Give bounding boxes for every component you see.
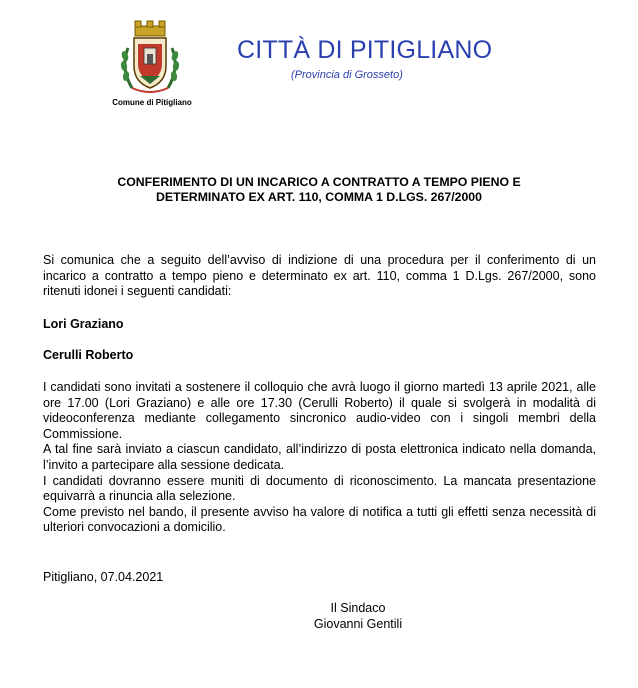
city-title: CITTÀ DI PITIGLIANO: [237, 36, 493, 64]
candidate-name: Lori Graziano: [43, 317, 124, 331]
document-heading: [40, 175, 598, 205]
signature-name: Giovanni Gentili: [313, 616, 403, 631]
place-date: Pitigliano, 07.04.2021: [43, 570, 164, 584]
signature-block: [288, 601, 428, 632]
notice-paragraph: Come previsto nel bando, il presente avviso ha valore di notifica a tutti gli effetti senza necessità di ulteriori convocazioni a domicilio.: [43, 504, 596, 535]
heading-line-1: CONFERIMENTO DI UN INCARICO A CONTRATTO A TEMPO PIENO E: [117, 175, 521, 189]
invite-paragraph: A tal fine sarà inviato a ciascun candidato, all’indirizzo di posta elettronica indicato nella domanda, l’invito a partecipare alla sessione dedicata.: [43, 442, 596, 472]
comune-label: Comune di Pitigliano: [112, 98, 192, 107]
heading-line-2: DETERMINATO EX ART. 110, COMMA 1 D.LGS. 267/2000: [156, 190, 482, 204]
main-body: [43, 380, 596, 536]
candidate-name: Cerulli Roberto: [43, 348, 134, 362]
signature-role: Il Sindaco: [330, 601, 386, 615]
interview-paragraph: I candidati sono invitati a sostenere il colloquio che avrà luogo il giorno martedì 13 aprile 2021, alle ore 17.00 (Lori Graziano) e alle ore 17.30 (Cerulli Roberto) il quale si svolgerà in modalità di videoconferenza mediante collegamento sincronico audio-video con i singoli membri della Commissione.: [43, 380, 596, 441]
intro-paragraph: Si comunica che a seguito dell’avviso di indizione di una procedura per il conferimento di un incarico a contratto a tempo pieno e determinato ex art. 110, comma 1 D.Lgs. 267/2000, sono ritenuti idonei i seguenti candidati:: [43, 253, 596, 299]
coat-of-arms-icon: [118, 18, 182, 96]
identity-paragraph: I candidati dovranno essere muniti di documento di riconoscimento. La mancata presentazione equivarrà a rinuncia alla selezione.: [43, 473, 596, 504]
province-label: (Provincia di Grosseto): [291, 69, 403, 81]
